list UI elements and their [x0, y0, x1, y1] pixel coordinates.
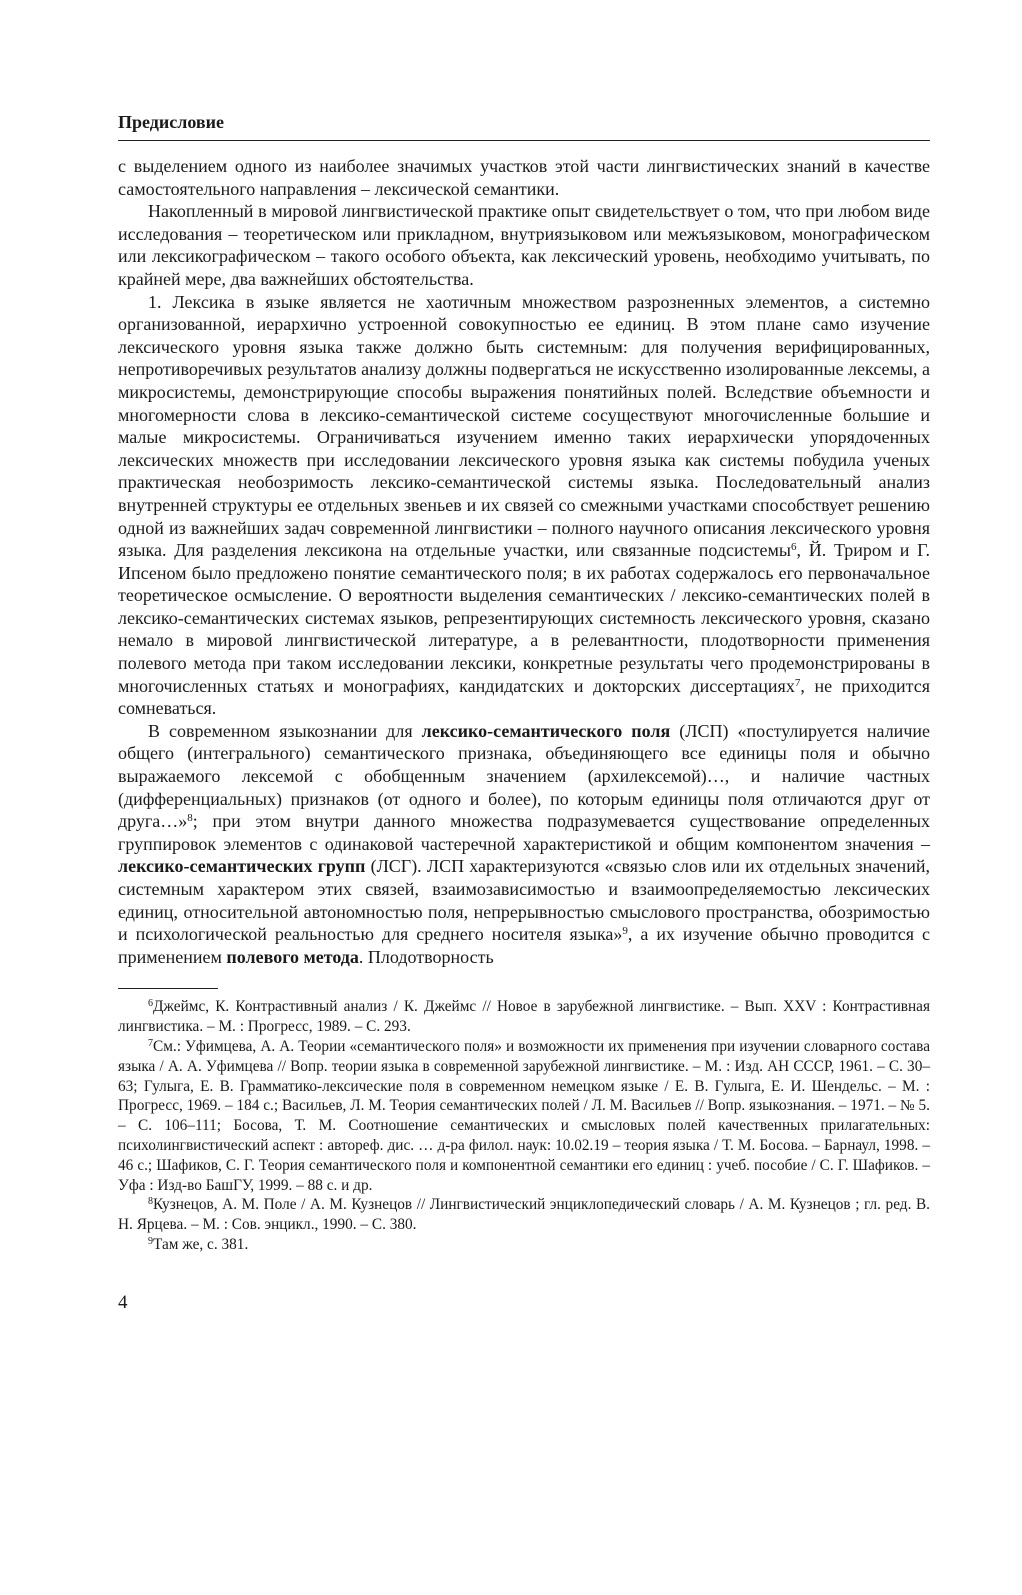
paragraph-1-text: с выделением одного из наиболее значимых участков этой части лингвистических знаний в качестве самостоятельного направления – лексической семантики. — [118, 156, 930, 199]
paragraph-4-text-e: , а их изучение обычно проводится с применением — [118, 924, 930, 967]
paragraph-3 — [118, 291, 930, 720]
paragraph-4-text-b: (ЛСП) «постулируется наличие общего (интегрального) семантического признака, объединяющего все единицы поля и обычно выражаемого лексемой с обобщенным значением (архилексемой)…, и наличие частных (дифференциальных) признаков (от одного и более), по которым единицы поля отличаются друг от друга…» — [118, 720, 930, 832]
paragraph-2-text: Накопленный в мировой лингвистической практике опыт свидетельствует о том, что при любом виде исследования – теоретическом или прикладном, внутриязыковом или межъязыковом, монографическом или лексикографическом – такого особого объекта, как лексический уровень, необходимо учитывать, по крайней мере, два важнейших обстоятельства. — [118, 201, 930, 289]
footnote-9 — [118, 1235, 930, 1255]
footnote-ref-7[interactable]: 7 — [794, 676, 801, 689]
paragraph-3-text-c: , не приходится сомневаться. — [118, 675, 930, 719]
term-field-method: полевого метода — [226, 946, 359, 967]
paragraph-4-text-a: В современном языкознании для — [148, 720, 422, 741]
paragraph-2 — [118, 200, 930, 290]
footnote-text: См.: Уфимцева, А. А. Теории «семантического поля» и возможности их применения при изучении словарного состава языка / А. А. Уфимцева // Вопр. теории языка в современной зарубежной лингвистике. – М. : Изд. АН СССР, 1961. – С. 30–63; Гулыга, Е. В. Грамматико-лексические поля в современном немецком языке / Е. В. Гулыга, Е. И. Шендельс. – М. : Прогресс, 1969. – 184 с.; Васильев, Л. М. Теория семантических полей / Л. М. Васильев // Вопр. языкознания. – 1971. – № 5. – С. 106–111; Босова, Т. М. Соотношение семантических и смысловых полей качественных прилагательных: психолингвистический аспект : автореф. дис. … д-ра филол. наук: 10.02.19 – теория языка / Т. М. Босова. – Барнаул, 1998. – 46 с.; Шафиков, С. Г. Теория семантического поля и компонентной семантики его единиц : учеб. пособие / С. Г. Шафиков. – Уфа : Изд-во БашГУ, 1999. – 88 с. и др. — [118, 1037, 930, 1194]
paragraph-4-text-c: ; при этом внутри данного множества подразумевается существование определенных группировок элементов с одинаковой частеречной характеристикой и общим компонентом значения – — [118, 811, 930, 854]
footnote-divider — [118, 988, 218, 989]
paragraph-4-text-f: . Плодотворность — [358, 946, 494, 967]
footnote-ref-8[interactable]: 8 — [187, 812, 193, 825]
paragraph-4-text-d: (ЛСГ). ЛСП характеризуются «связью слов или их отдельных значений, системным характером этих связей, взаимозависимостью и взаимоопределяемостью лексических единиц, относительной автономностью поля, непрерывностью смыслового пространства, обозримостью и психологической реальностью для среднего носителя языка» — [118, 856, 930, 945]
footnote-number: 6 — [148, 998, 153, 1010]
document-page — [118, 110, 930, 1315]
paragraph-1 — [118, 155, 930, 200]
footnote-8 — [118, 1195, 930, 1235]
paragraph-3-text-a: 1. Лексика в языке является не хаотичным множеством разрозненных элементов, а системно организованной, иерархично устроенной совокупностью ее единиц. В этом плане само изучение лексического уровня языка также должно быть системным: для получения верифицированных, непротиворечивых результатов анализу должны подвергаться не искусственно изолированные лексемы, а микросистемы, демонстрирующие способы выражения понятийных полей. Вследствие объемности и многомерности слова в лексико-семантической системе сосуществуют многочисленные большие и малые микросистемы. Ограничиваться изучением именно таких иерархически упорядоченных лексических множеств при исследовании лексического уровня языка как системы побудила ученых практическая необозримость лексико-семантической системы языка. Последовательный анализ внутренней структуры ее отдельных звеньев и их связей со смежными участками способствует решению одной из важнейших задач современной лингвистики – полного научного описания лексического уровня языка. Для разделения лексикона на отдельные участки, или связанные подсистемы — [118, 291, 930, 561]
footnote-number: 7 — [148, 1037, 153, 1049]
page-number: 4 — [118, 1291, 128, 1313]
footnote-text: Джеймс, К. Контрастивный анализ / К. Джеймс // Новое в зарубежной лингвистике. – Вып. XXV : Контрастивная лингвистика. – М. : Прогресс, 1989. – С. 293. — [118, 998, 930, 1036]
footnote-number: 9 — [148, 1235, 153, 1247]
footnote-number: 8 — [148, 1196, 153, 1208]
footnote-text: Там же, с. 381. — [153, 1235, 249, 1253]
term-lsp: лексико-семантического поля — [421, 720, 671, 741]
paragraph-3-text-b: , Й. Триром и Г. Ипсеном было предложено понятие семантического поля; в их работах содержалось его первоначальное теоретическое осмысление. О вероятности выделения семантических / лексико-семантических полей в лексико-семантических системах языков, репрезентирующих системность лексического уровня, сказано немало в мировой лингвистической литературе, а в релевантности, плодотворности применения полевого метода при таком исследовании лексики, конкретные результаты чего продемонстрированы в многочисленных статьях и монографиях, кандидатских и докторских диссертациях — [118, 540, 931, 696]
running-title: Предисловие — [118, 110, 930, 141]
footnote-7 — [118, 1037, 930, 1195]
footnote-6 — [118, 997, 930, 1037]
footnote-ref-6[interactable]: 6 — [790, 541, 797, 554]
paragraph-4 — [118, 720, 930, 969]
footnote-ref-9[interactable]: 9 — [622, 925, 628, 938]
footnotes — [118, 997, 930, 1254]
footnote-text: Кузнецов, А. М. Поле / А. М. Кузнецов // Лингвистический энциклопедический словарь / А. М. Кузнецов ; гл. ред. В. Н. Ярцева. – М. : Сов. энцикл., 1990. – С. 380. — [118, 1196, 930, 1234]
term-lsg: лексико-семантических групп — [118, 856, 366, 877]
body-text — [118, 155, 930, 968]
